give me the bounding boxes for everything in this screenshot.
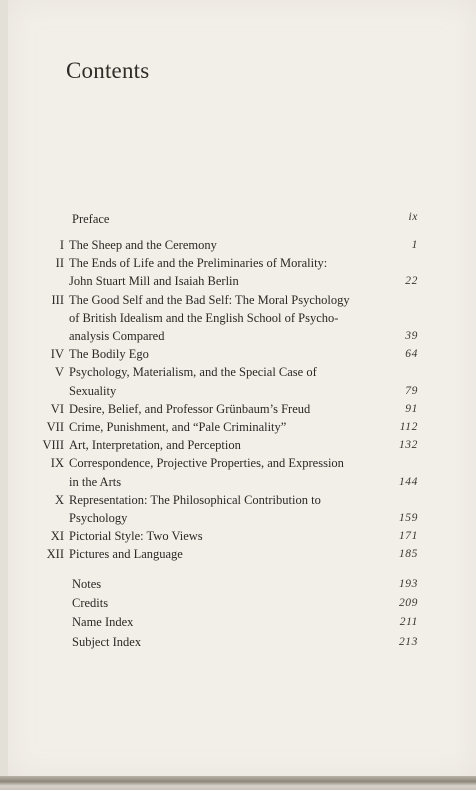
entry-title: analysis Compared [69, 329, 165, 343]
entry-title: Psychology [69, 511, 128, 525]
entry-title: Subject Index [72, 634, 142, 649]
page-number: 1 [411, 239, 418, 251]
chapter-number: IV [50, 347, 64, 362]
page-number: 144 [398, 475, 418, 488]
chapter-number: XI [50, 529, 64, 544]
entry-title: Desire, Belief, and Professor Grünbaum’s Freud [69, 401, 311, 416]
entry-title: Name Index [72, 615, 134, 630]
entry-title: Notes [72, 577, 102, 591]
entry-title: John Stuart Mill and Isaiah Berlin [69, 274, 239, 289]
chapter-number: IX [50, 456, 64, 471]
page-number: 213 [398, 635, 418, 648]
chapter-number: X [54, 492, 64, 507]
page-number: 112 [399, 421, 418, 433]
chapter-number: V [54, 365, 64, 380]
entry-title: Crime, Punishment, and “Pale Criminality” [69, 420, 287, 434]
entry-title: of British Idealism and the English School of Psycho- [69, 310, 339, 325]
entry-title: The Ends of Life and the Preliminaries of Morality: [69, 256, 328, 271]
page-number: 22 [405, 275, 418, 288]
page-number: 39 [405, 330, 418, 342]
page-number: 193 [398, 578, 418, 590]
entry-title: Sexuality [69, 383, 117, 398]
page-number: 64 [405, 348, 418, 361]
entry-title: Preface [72, 212, 110, 226]
chapter-number: VII [46, 420, 64, 434]
chapter-number: VIII [42, 438, 64, 453]
entry-title: Pictorial Style: Two Views [69, 529, 203, 544]
entry-title: Pictures and Language [69, 547, 183, 562]
entry-title: Representation: The Philosophical Contribution to [69, 492, 321, 507]
entry-title: Psychology, Materialism, and the Special Case of [69, 365, 317, 380]
chapter-number: II [55, 256, 64, 271]
page-number: ix [408, 211, 418, 223]
entry-title: Correspondence, Projective Properties, and Expression [69, 456, 344, 471]
entry-title: in the Arts [69, 474, 122, 489]
entry-title: The Sheep and the Ceremony [69, 238, 217, 252]
chapter-number: I [59, 238, 64, 252]
chapter-number: III [51, 292, 64, 307]
page-number: 211 [399, 616, 418, 629]
page-number: 132 [398, 439, 418, 452]
page-number: 159 [398, 512, 418, 524]
page-title: Contents [66, 58, 150, 83]
entry-title: The Bodily Ego [69, 347, 149, 362]
chapter-number: VI [50, 401, 64, 416]
page-number: 209 [398, 597, 418, 610]
entry-title: The Good Self and the Bad Self: The Moral Psychology [69, 292, 350, 307]
entry-title: Credits [72, 596, 109, 611]
chapter-number: XII [46, 547, 64, 562]
entry-title: Art, Interpretation, and Perception [69, 438, 241, 453]
page-number: 91 [405, 402, 418, 415]
page-number: 79 [405, 384, 418, 397]
page-number: 171 [398, 530, 418, 543]
page-number: 185 [398, 548, 418, 561]
